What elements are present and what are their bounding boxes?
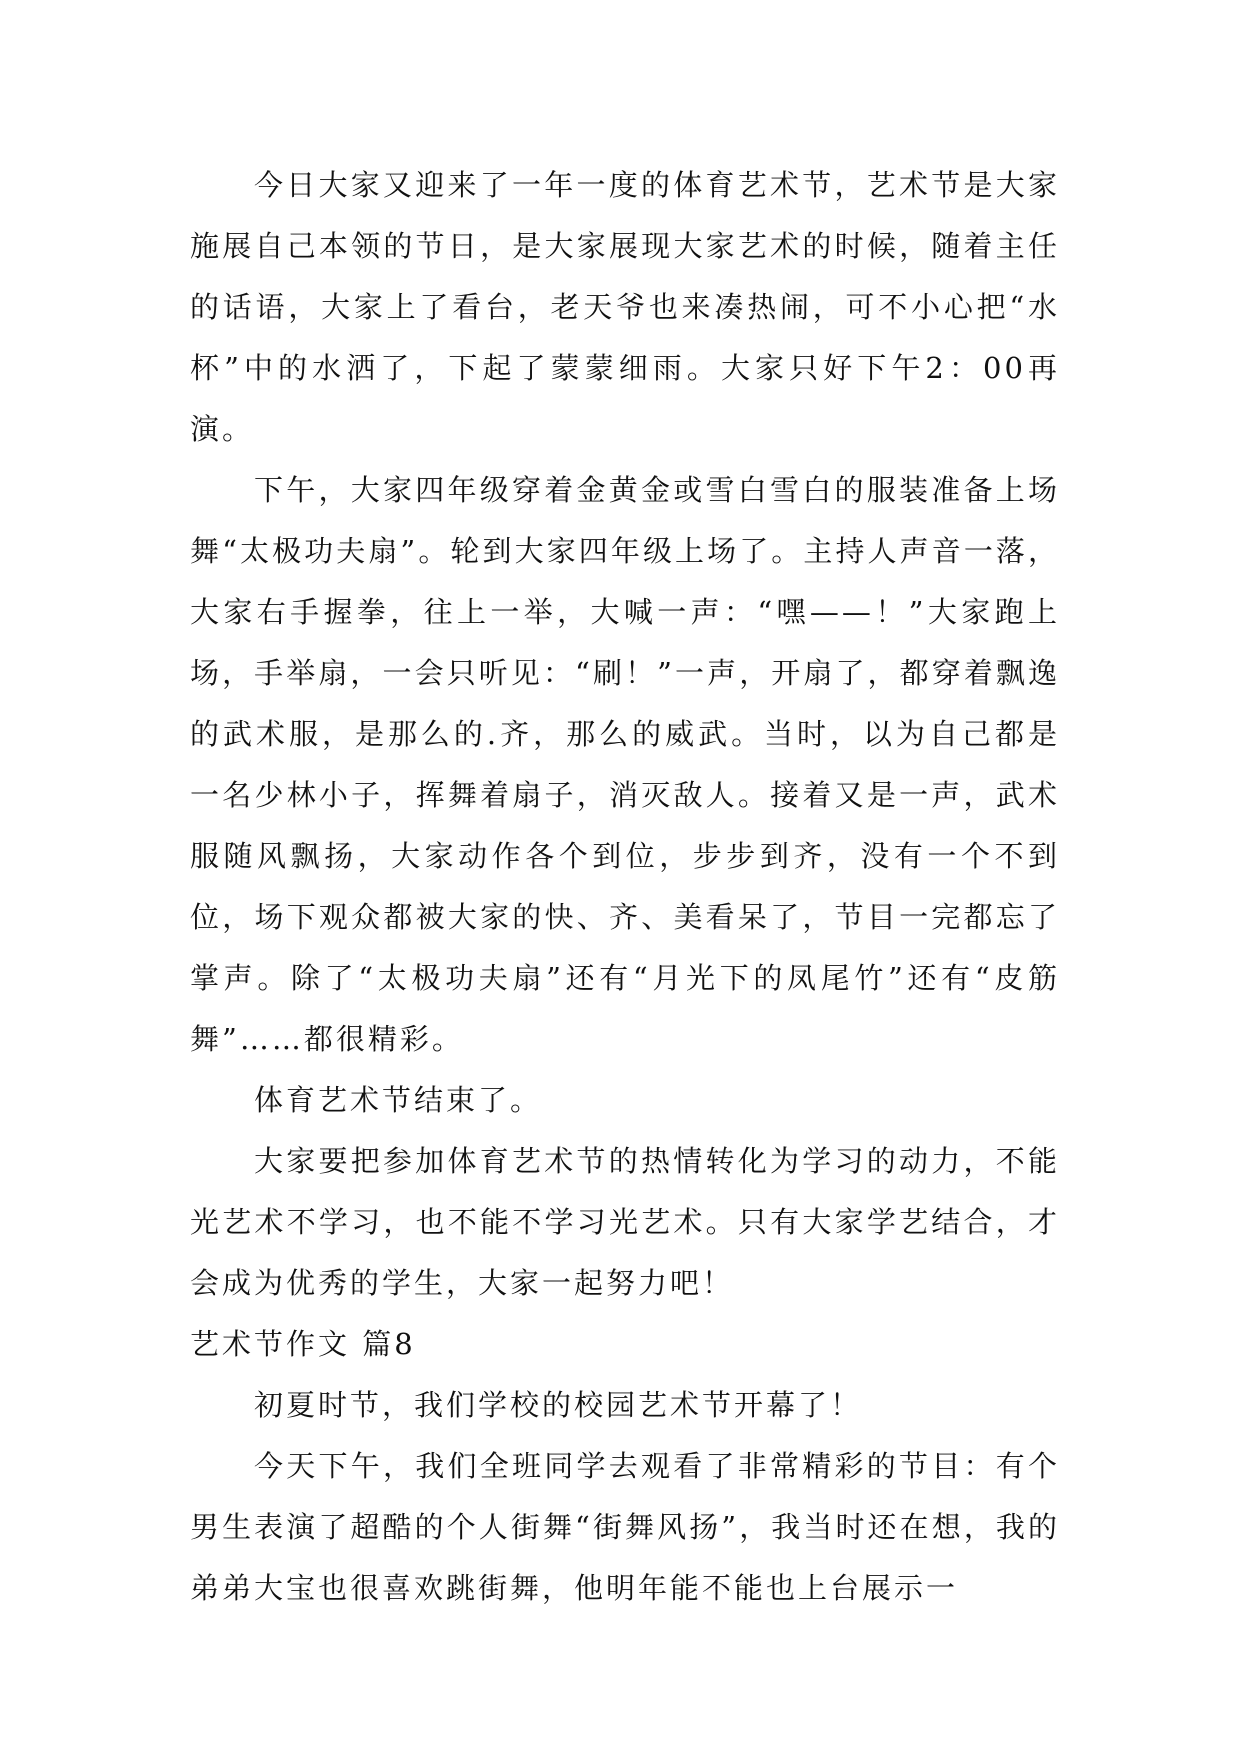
- document-body: [190, 155, 1060, 1619]
- paragraph-study-and-art: 大家要把参加体育艺术节的热情转化为学习的动力，不能光艺术不学习，也不能不学习光艺术。只有大家学艺结合，才会成为优秀的学生，大家一起努力吧！: [190, 1144, 1060, 1300]
- section-heading: 艺术节作文 篇8: [190, 1327, 416, 1361]
- paragraph-street-dance: 今天下午，我们全班同学去观看了非常精彩的节目：有个男生表演了超酷的个人街舞“街舞风扬”，我当时还在想，我的弟弟大宝也很喜欢跳街舞，他明年能不能也上台展示一: [190, 1449, 1060, 1605]
- paragraph-festival-ended: 体育艺术节结束了。: [254, 1083, 543, 1117]
- paragraph-art-festival-rain: 今日大家又迎来了一年一度的体育艺术节，艺术节是大家施展自己本领的节日，是大家展现大家艺术的时候，随着主任的话语，大家上了看台，老天爷也来凑热闹，可不小心把“水杯”中的水洒了，下起了蒙蒙细雨。大家只好下午2：00再演。: [190, 168, 1060, 446]
- paragraph-festival-opening: 初夏时节，我们学校的校园艺术节开幕了！: [254, 1388, 863, 1422]
- paragraph-taiji-fan-dance: 下午，大家四年级穿着金黄金或雪白雪白的服装准备上场舞“太极功夫扇”。轮到大家四年级上场了。主持人声音一落，大家右手握拳，往上一举，大喊一声：“嘿——！”大家跑上场，手举扇，一会只听见：“刷！”一声，开扇了，都穿着飘逸的武术服，是那么的.齐，那么的威武。当时，以为自己都是一名少林小子，挥舞着扇子，消灭敌人。接着又是一声，武术服随风飘扬，大家动作各个到位，步步到齐，没有一个不到位，场下观众都被大家的快、齐、美看呆了，节目一完都忘了掌声。除了“太极功夫扇”还有“月光下的凤尾竹”还有“皮筋舞”……都很精彩。: [190, 473, 1060, 1056]
